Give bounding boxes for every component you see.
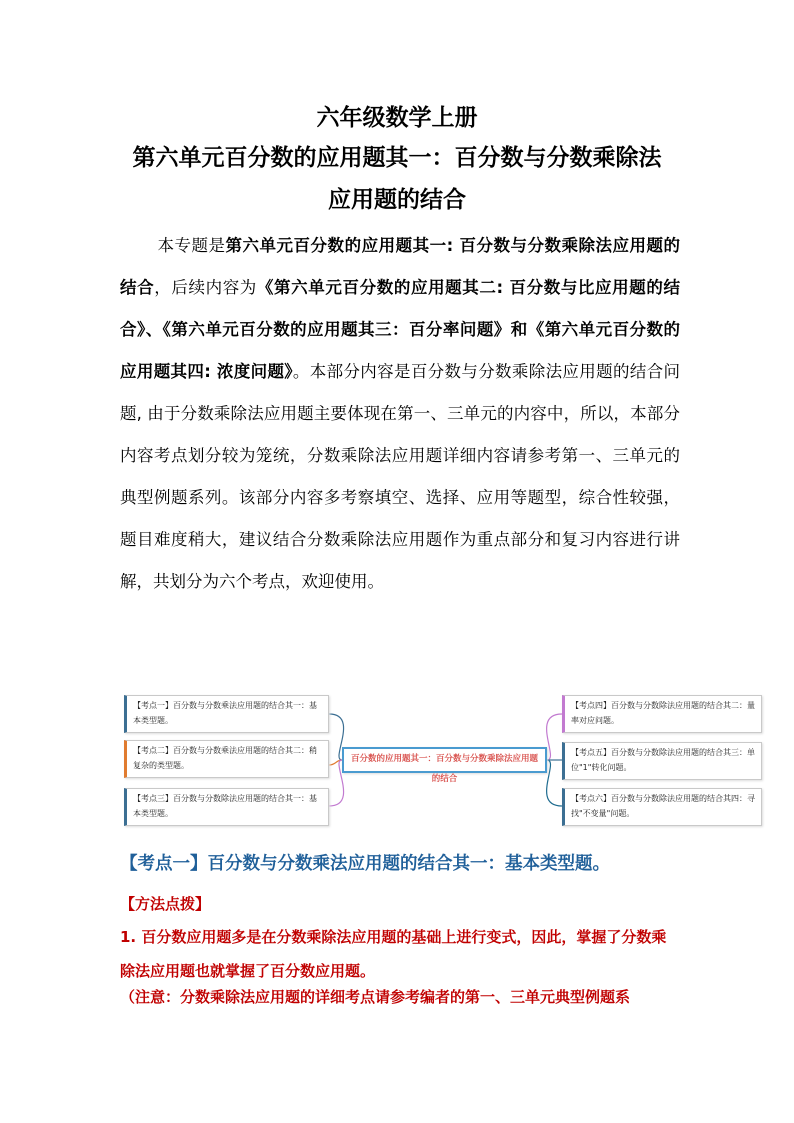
mindmap-node-4: 【考点四】百分数与分数除法应用题的结合其二：量率对应问题。: [562, 695, 762, 733]
intro-text-3: 。本部分内容是百分数与分数乘除法应用题的结合问题, 由于分数乘除法应用题主要体现在第一、三单元的内容中，所以，本部分内容考点划分较为笼统，分数乘除法应用题详细内容请参考第一、三单元的典型例题系列。该部分内容多考察填空、选择、应用等题型，综合性较强，题目难度稍大，建议结合分数乘除法应用题作为重点部分和复习内容进行讲解，共划分为六个考点，欢迎使用。: [120, 362, 681, 591]
mindmap-node-1: 【考点一】百分数与分数乘法应用题的结合其一：基本类型题。: [124, 695, 329, 733]
intro-bold-2: 《第六单元百分数的应用题其二: 百分数与比应用题的结合》、《第六单元百分数的应用题其三：百分率问题》和《第六单元百分数的应用题其四: 浓度问题》: [120, 278, 681, 381]
intro-text-1: 本专题是: [157, 236, 226, 255]
document-subtitle-cont: 应用题的结合: [328, 187, 466, 213]
intro-bold-1: 第六单元百分数的应用题其一: 百分数与分数乘除法应用题的结合: [120, 236, 681, 297]
mindmap-node-6: 【考点六】百分数与分数除法应用题的结合其四：寻找"不变量"问题。: [562, 788, 762, 826]
mindmap-node-3: 【考点三】百分数与分数除法应用题的结合其一：基本类型题。: [124, 788, 329, 826]
method-point-1: 1. 百分数应用题多是在分数乘除法应用题的基础上进行变式，因此，掌握了分数乘除法应用题也就掌握了百分数应用题。: [120, 928, 667, 980]
document-title: 六年级数学上册: [316, 105, 478, 131]
document-subtitle: 第六单元百分数的应用题其一：百分数与分数乘除法: [132, 145, 662, 171]
mindmap-center-node: 百分数的应用题其一：百分数与分数乘除法应用题的结合: [342, 747, 547, 773]
method-note: （注意：分数乘除法应用题的详细考点请参考编者的第一、三单元典型例题系: [120, 988, 631, 1006]
mindmap-node-2: 【考点二】百分数与分数乘法应用题的结合其二：稍复杂的类型题。: [124, 740, 329, 778]
method-label: 【方法点拨】: [120, 895, 211, 913]
mindmap-node-5: 【考点五】百分数与分数除法应用题的结合其三：单位"1"转化问题。: [562, 742, 762, 780]
section-heading: 【考点一】百分数与分数乘法应用题的结合其一：基本类型题。: [120, 854, 610, 874]
intro-text-2: ，后续内容为: [154, 278, 257, 297]
